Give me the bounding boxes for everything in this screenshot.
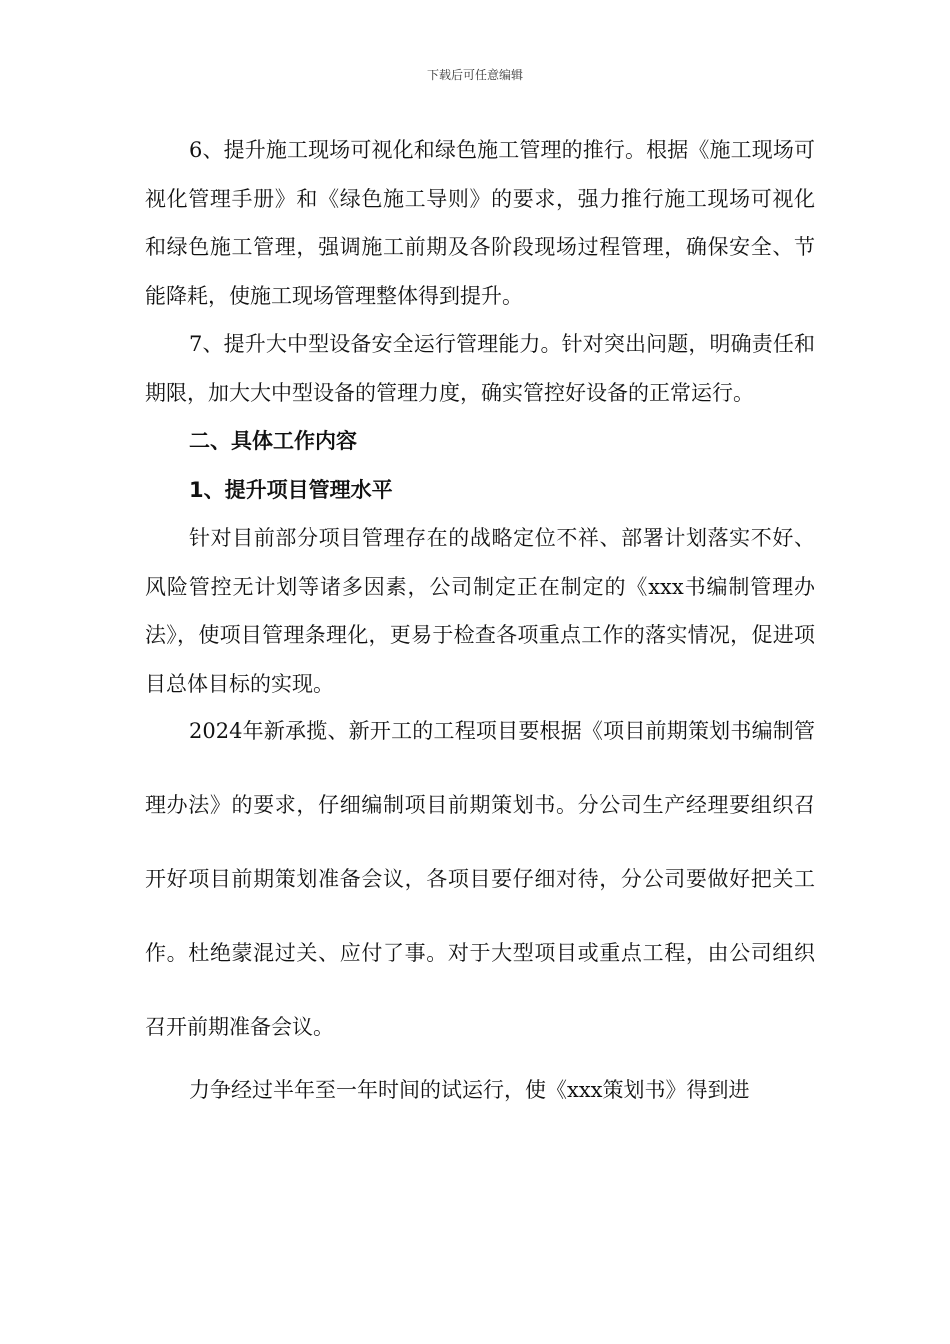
page-header: 下载后可任意编辑 [426,68,523,82]
paragraph-item-7: 7、提升大中型设备安全运行管理能力。针对突出问题，明确责任和期限，加大大中型设备的管理力度，确实管控好设备的正常运行。 [145,332,815,405]
document-body [145,126,815,1115]
section-heading-2: 二、具体工作内容 [189,429,357,453]
paragraph-trial-run: 力争经过半年至一年时间的试运行，使《xxx策划书》得到进 [189,1078,750,1102]
paragraph-item-6: 6、提升施工现场可视化和绿色施工管理的推行。根据《施工现场可视化管理手册》和《绿色施工导则》的要求，强力推行施工现场可视化和绿色施工管理，强调施工前期及各阶段现场过程管理，确保安全、节能降耗，使施工现场管理整体得到提升。 [145,138,815,308]
paragraph-project-management: 针对目前部分项目管理存在的战略定位不祥、部署计划落实不好、风险管控无计划等诸多因素，公司制定正在制定的《xxx书编制管理办法》，使项目管理条理化，更易于检查各项重点工作的落实情况，促进项目总体目标的实现。 [145,526,815,696]
paragraph-2024-projects: 2024年新承揽、新开工的工程项目要根据《项目前期策划书编制管理办法》的要求，仔细编制项目前期策划书。分公司生产经理要组织召开好项目前期策划准备会议，各项目要仔细对待，分公司要做好把关工作。杜绝蒙混过关、应付了事。对于大型项目或重点工程，由公司组织召开前期准备会议。 [145,719,815,1039]
subsection-heading-1: 1、提升项目管理水平 [189,477,393,502]
